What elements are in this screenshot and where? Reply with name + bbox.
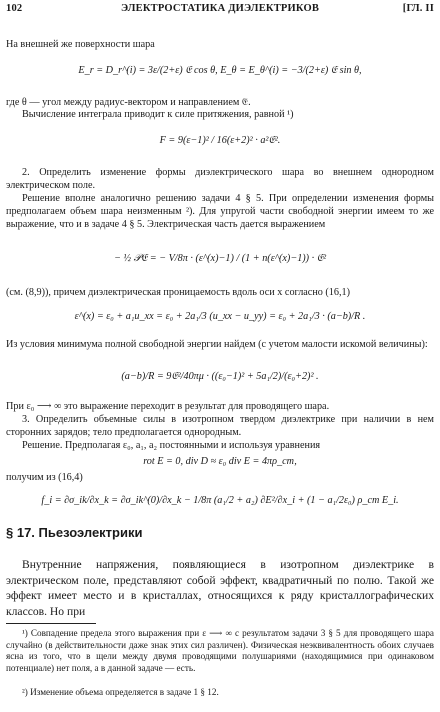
paragraph-permittivity: (см. (8,9)), причем диэлектрическая проницаемость вдоль оси x согласно (16,1): [6, 287, 351, 298]
running-title: ЭЛЕКТРОСТАТИКА ДИЭЛЕКТРИКОВ: [120, 3, 320, 14]
problem-3-solution: Решение. Предполагая ε₀, a₁, a₂ постоянными и используя уравнения: [22, 440, 321, 451]
footnote-divider: [6, 623, 96, 624]
problem-2-statement: 2. Определить изменение формы диэлектрического шара во внешнем однородном электрическом поле.: [6, 167, 434, 191]
equation-attraction-force: F = 9(ε−1)² / 16(ε+2)² · a²𝔈².: [159, 135, 281, 146]
paragraph-conducting-limit: При ε₀ ⟶ ∞ это выражение переходит в результат для проводящего шара.: [6, 401, 330, 412]
problem-2-solution: Решение вполне аналогично решению задачи 4 § 5. При определении изменения формы предполагаем объем шара неизменным ²). Для упругой части свободной энергии имеем то же выражение, что и в задаче 4 § 5. Электрическая часть дается выражением: [6, 193, 434, 230]
footnote-1: ¹) Совпадение предела этого выражения при ε ⟶ ∞ с результатом задачи 3 § 5 для проводящего шара случайно (в действительности даже знак этих сил различен). Физическая неэквивалентность обоих случаев ясна из того, что в щели между двумя проводящими полушариями (находящимися при одинаковом потенциале) нет поля, а в данной задаче — есть.: [6, 628, 434, 673]
paragraph-theta-definition: где θ — угол между радиус-вектором и направлением 𝔈.: [6, 97, 251, 108]
paragraph-outer-surface: На внешней же поверхности шара: [6, 39, 155, 50]
equation-volume-force: f_i = ∂σ_ik/∂x_k = ∂σ_ik^(0)/∂x_k − 1/8π (a₁/2 + a₂) ∂E²/∂x_i + (1 − a₁/2ε₀) ρ_ст E_i.: [41, 495, 399, 506]
footnote-2: ²) Изменение объема определяется в задаче 1 § 12.: [22, 687, 219, 697]
running-header: [6, 2, 434, 16]
section-17-paragraph: Внутренние напряжения, появляющиеся в изотропном диэлектрике в электрическом поле, представляют собой эффект, квадратичный по полю. Такой же эффект имеет место и в кристаллах, относящихся к ряду кристаллографических классов. Но при: [6, 558, 434, 618]
chapter-label: [ГЛ. II: [402, 3, 434, 14]
paragraph-from-16-4: получим из (16,4): [6, 472, 83, 483]
paragraph-minimum-condition: Из условия минимума полной свободной энергии найдем (с учетом малости искомой величины):: [6, 339, 428, 350]
equation-field-components: E_r = D_r^(i) = 3ε/(2+ε) 𝔈 cos θ, E_θ = E_θ^(i) = −3/(2+ε) 𝔈 sin θ,: [78, 65, 362, 76]
equation-permittivity-x: ε^(x) = ε₀ + a₁u_xx = ε₀ + 2a₁/3 (u_xx − u_yy) = ε₀ + 2a₁/3 · (a−b)/R .: [74, 311, 366, 322]
page-number: 102: [6, 3, 23, 14]
problem-3-statement: 3. Определить объемные силы в изотропном твердом диэлектрике при наличии в нем сторонних зарядов; тело предполагается однородным.: [6, 414, 434, 438]
paragraph-integral: Вычисление интеграла приводит к силе притяжения, равной ¹): [22, 109, 294, 120]
section-title: § 17. Пьезоэлектрики: [6, 525, 143, 540]
equation-field-conditions: rot E = 0, div D ≈ ε₀ div E = 4πρ_ст,: [143, 456, 297, 467]
equation-electric-energy: − ½ 𝒫𝔈 = − V/8π · (ε^(x)−1) / (1 + n(ε^(x)−1)) · 𝔈²: [113, 253, 327, 264]
equation-deformation: (a−b)/R = 9𝔈²/40πμ · ((ε₀−1)² + 5a₁/2)/(ε₀+2)² .: [121, 371, 319, 382]
